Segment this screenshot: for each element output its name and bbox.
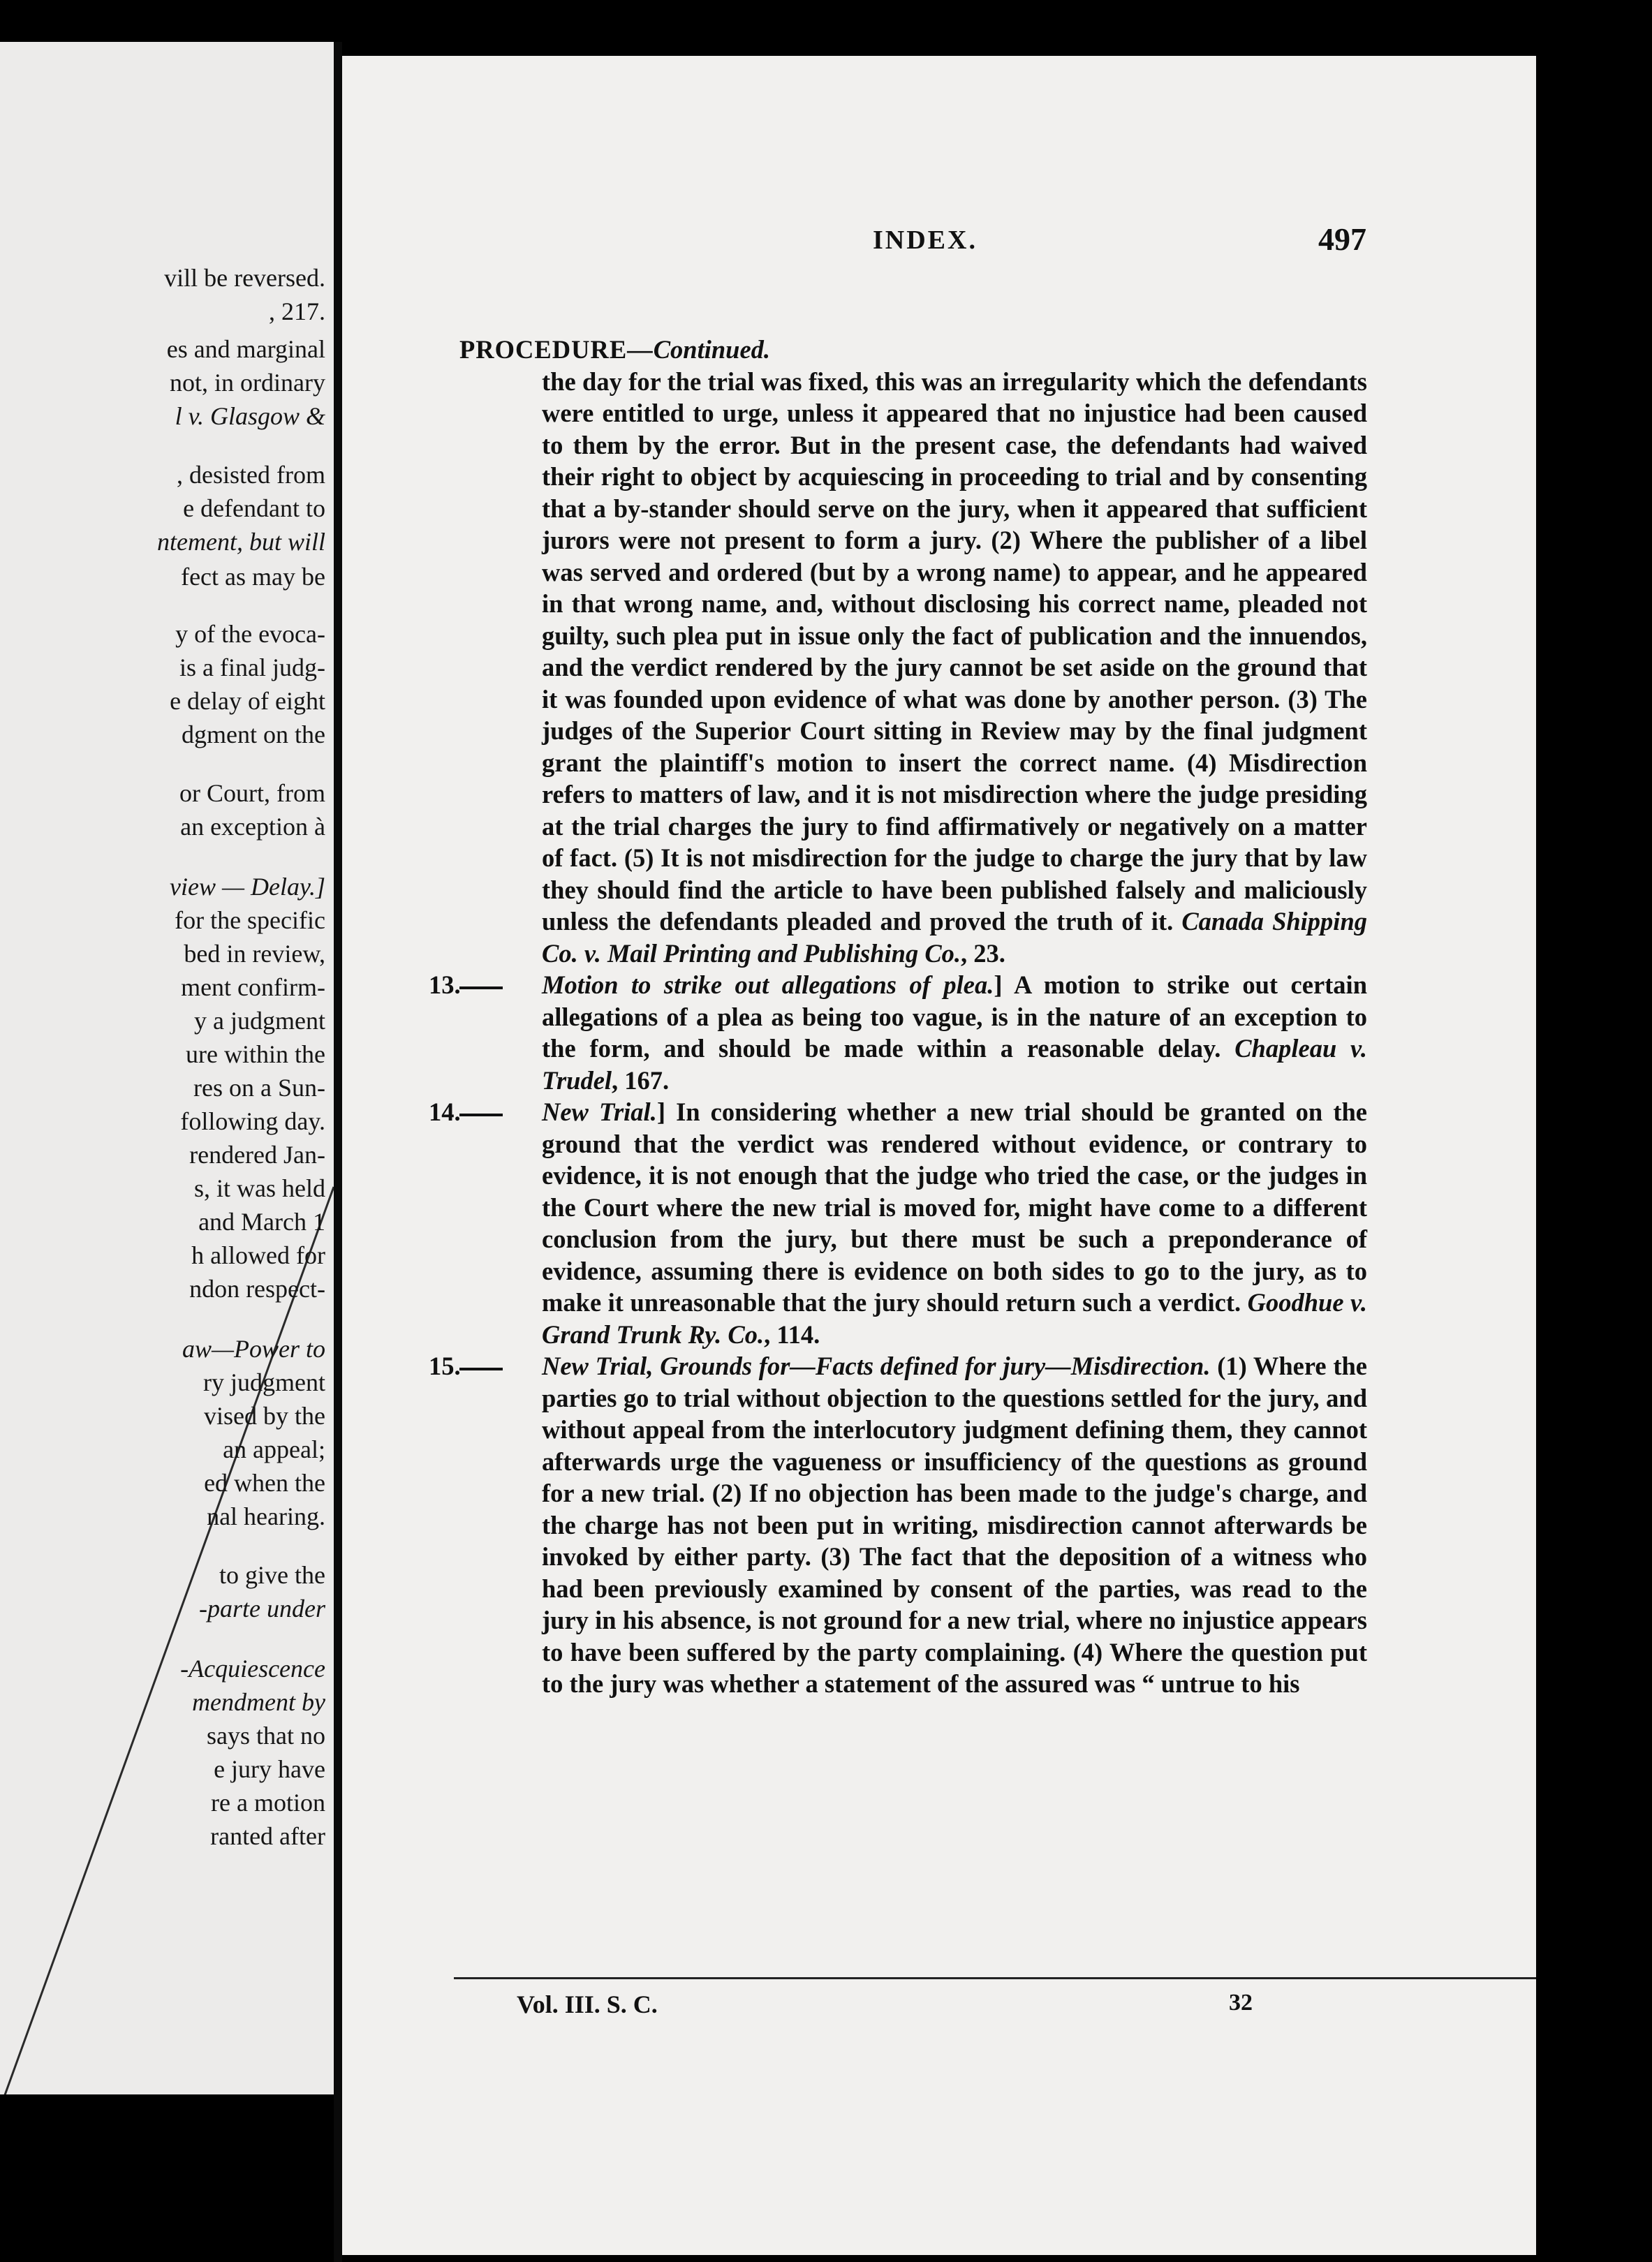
- left-page-line: ed when the: [204, 1469, 325, 1497]
- entry-number: 15.: [429, 1352, 461, 1380]
- left-page-line: , desisted from: [177, 461, 325, 489]
- entry-dash: [459, 1368, 503, 1370]
- page-header: [342, 221, 1536, 267]
- signature-mark: Vol. III. S. C.: [517, 1990, 658, 2018]
- left-page-line: -Acquiescence: [180, 1655, 325, 1683]
- sheet-number: 32: [1229, 1990, 1253, 2016]
- left-page-line: fect as may be: [181, 563, 325, 591]
- entry-text: ] In considering whether a new trial should be granted on the ground that the verdict was rendered without evidence, or contrary to evidence, it is not enough that the judge who tried the case, or the judges in the Court where the new trial is moved for, might have come to a different conclusion from the jury, but there must be such a preponderance of evidence, assuming there is evidence on both sides to go to the jury, as to make it unreasonable that the jury should return such a verdict.: [542, 1097, 1367, 1317]
- index-body: [429, 334, 1368, 1700]
- left-page-line: ranted after: [210, 1822, 325, 1850]
- left-page-line: e defendant to: [183, 494, 325, 522]
- entry-title: New Trial, Grounds for—Facts defined for jury—Misdirection.: [542, 1352, 1211, 1380]
- left-page-line: vill be reversed.: [164, 264, 325, 292]
- left-page-line: or Court, from: [179, 779, 325, 807]
- entry-title: New Trial.: [542, 1097, 657, 1126]
- header-title: INDEX.: [873, 226, 978, 255]
- footer-rule: [454, 1977, 1536, 1979]
- entry-number: 14.: [429, 1097, 461, 1126]
- case-page: , 167.: [612, 1065, 670, 1095]
- entry-heading-main: PROCEDURE—: [459, 335, 654, 364]
- left-page-line: not, in ordinary: [170, 369, 325, 397]
- left-page-line: for the specific: [175, 906, 325, 934]
- continued-paragraph: [459, 366, 1367, 970]
- left-page-line: -parte under: [199, 1595, 325, 1622]
- left-page-line: ndon respect-: [189, 1275, 325, 1303]
- entry-dash: [459, 986, 503, 989]
- left-page-line: s, it was held: [194, 1174, 325, 1202]
- entry-heading: [459, 334, 1367, 366]
- entry-heading-continued: Continued.: [653, 335, 771, 364]
- entry-text: (1) Where the parties go to trial without objection to the questions settled for the jury, and without appeal from the interlocutory judgment defining them, they cannot afterwards urge the vagueness or insufficiency of the questions as ground for a new trial. (2) If no objection has been made to the judge's charge, and the charge has not been put in writing, misdirection cannot afterwards be invoked by either party. (3) The fact that the deposition of a witness who had been previously examined by consent of the parties, was read to the jury in his absence, is not ground for a new trial, where no injustice appears to have been suffered by the party complaining. (4) Where the question put to the jury was whether a statement of the assured was “ untrue to his: [542, 1352, 1368, 1698]
- left-page-line: rendered Jan-: [189, 1141, 325, 1169]
- left-page-line: re a motion: [211, 1789, 325, 1817]
- left-page-line: to give the: [219, 1561, 325, 1589]
- left-page-line: nal hearing.: [207, 1502, 325, 1530]
- left-page-line: vised by the: [204, 1402, 325, 1430]
- left-page-line: y of the evoca-: [175, 620, 325, 648]
- continued-paragraph-text: the day for the trial was fixed, this was an irregularity which the defendants were entitled to urge, unless it appeared that no injustice had been caused to them by the error. But in the present case, the defendants had waived their right to object by acquiescing in proceeding to trial and by consenting that a by-stander should serve on the jury, when it appeared that sufficient jurors were not present to form a jury. (2) Where the publisher of a libel was served and ordered (but by a wrong name) to appear, and he appeared in that wrong name, and, without disclosing his correct name, pleaded not guilty, such plea put in issue only the fact of publication and the innuendos, and the verdict rendered by the jury cannot be set aside on the ground that it was founded upon evidence of what was done by another person. (3) The judges of the Superior Court sitting in Review may by the final judgment grant the plaintiff's motion to insert the correct name. (4) Misdirection refers to matters of law, and it is not misdirection where the judge presiding at the trial charges the jury to find affirmatively or negatively on a matter of fact. (5) It is not misdirection for the judge to charge the jury that by law they should find the article to have been published falsely and maliciously unless the defendants pleaded and proved the truth of it.: [542, 367, 1367, 936]
- index-entry-15: [429, 1350, 1368, 1700]
- left-page-line: an appeal;: [223, 1435, 325, 1463]
- left-page-line: following day.: [180, 1107, 325, 1135]
- left-page-line: mendment by: [192, 1688, 325, 1716]
- case-citation: Canada Shipping Co. v. Mail Printing and Publishing Co.: [542, 907, 1368, 968]
- case-citation: Chapleau v. Trudel: [542, 1034, 1367, 1095]
- entry-number: 13.: [429, 970, 461, 999]
- left-page-line: view — Delay.]: [170, 873, 325, 901]
- left-page-line: e jury have: [214, 1755, 325, 1783]
- left-page-line: y a judgment: [194, 1007, 325, 1035]
- page-footer: [342, 1990, 1536, 2032]
- left-page: [0, 42, 334, 2094]
- left-page-line: , 217.: [269, 297, 325, 325]
- left-page-line: es and marginal: [166, 335, 325, 363]
- left-page-line: dgment on the: [182, 720, 325, 748]
- index-entry-13: [429, 969, 1367, 1096]
- entry-dash: [459, 1114, 503, 1116]
- entry-title: Motion to strike out allegations of plea.: [542, 970, 994, 999]
- case-citation: Goodhue v. Grand Trunk Ry. Co.: [542, 1288, 1367, 1349]
- left-page-line: l v. Glasgow &: [175, 402, 325, 430]
- left-page-line: ntement, but will: [157, 528, 325, 556]
- case-page: , 114.: [764, 1320, 820, 1349]
- left-page-line: bed in review,: [184, 940, 325, 968]
- scan-border: [1536, 98, 1652, 2262]
- page-gutter: [334, 42, 342, 2262]
- left-page-line: ment confirm-: [181, 973, 325, 1001]
- left-page-line: ry judgment: [203, 1368, 325, 1396]
- entry-text: ] A motion to strike out certain allegations of a plea as being too vague, is in the nature of an exception to the form, and should be made within a reasonable delay.: [542, 970, 1367, 1063]
- page-number: 497: [1318, 221, 1366, 257]
- left-page-line: is a final judg-: [179, 653, 325, 681]
- left-page-line: an exception à: [180, 813, 325, 841]
- left-page-line: ure within the: [186, 1040, 325, 1068]
- left-page-line: res on a Sun-: [193, 1074, 325, 1102]
- left-page-line: aw—Power to: [182, 1335, 325, 1363]
- right-page: [342, 56, 1536, 2255]
- left-page-line: says that no: [207, 1722, 325, 1750]
- left-page-line: e delay of eight: [170, 687, 325, 715]
- left-page-line: h allowed for: [191, 1241, 325, 1269]
- case-page: , 23.: [961, 938, 1005, 968]
- left-page-line: and March 1: [198, 1208, 325, 1236]
- index-entry-14: [429, 1096, 1367, 1350]
